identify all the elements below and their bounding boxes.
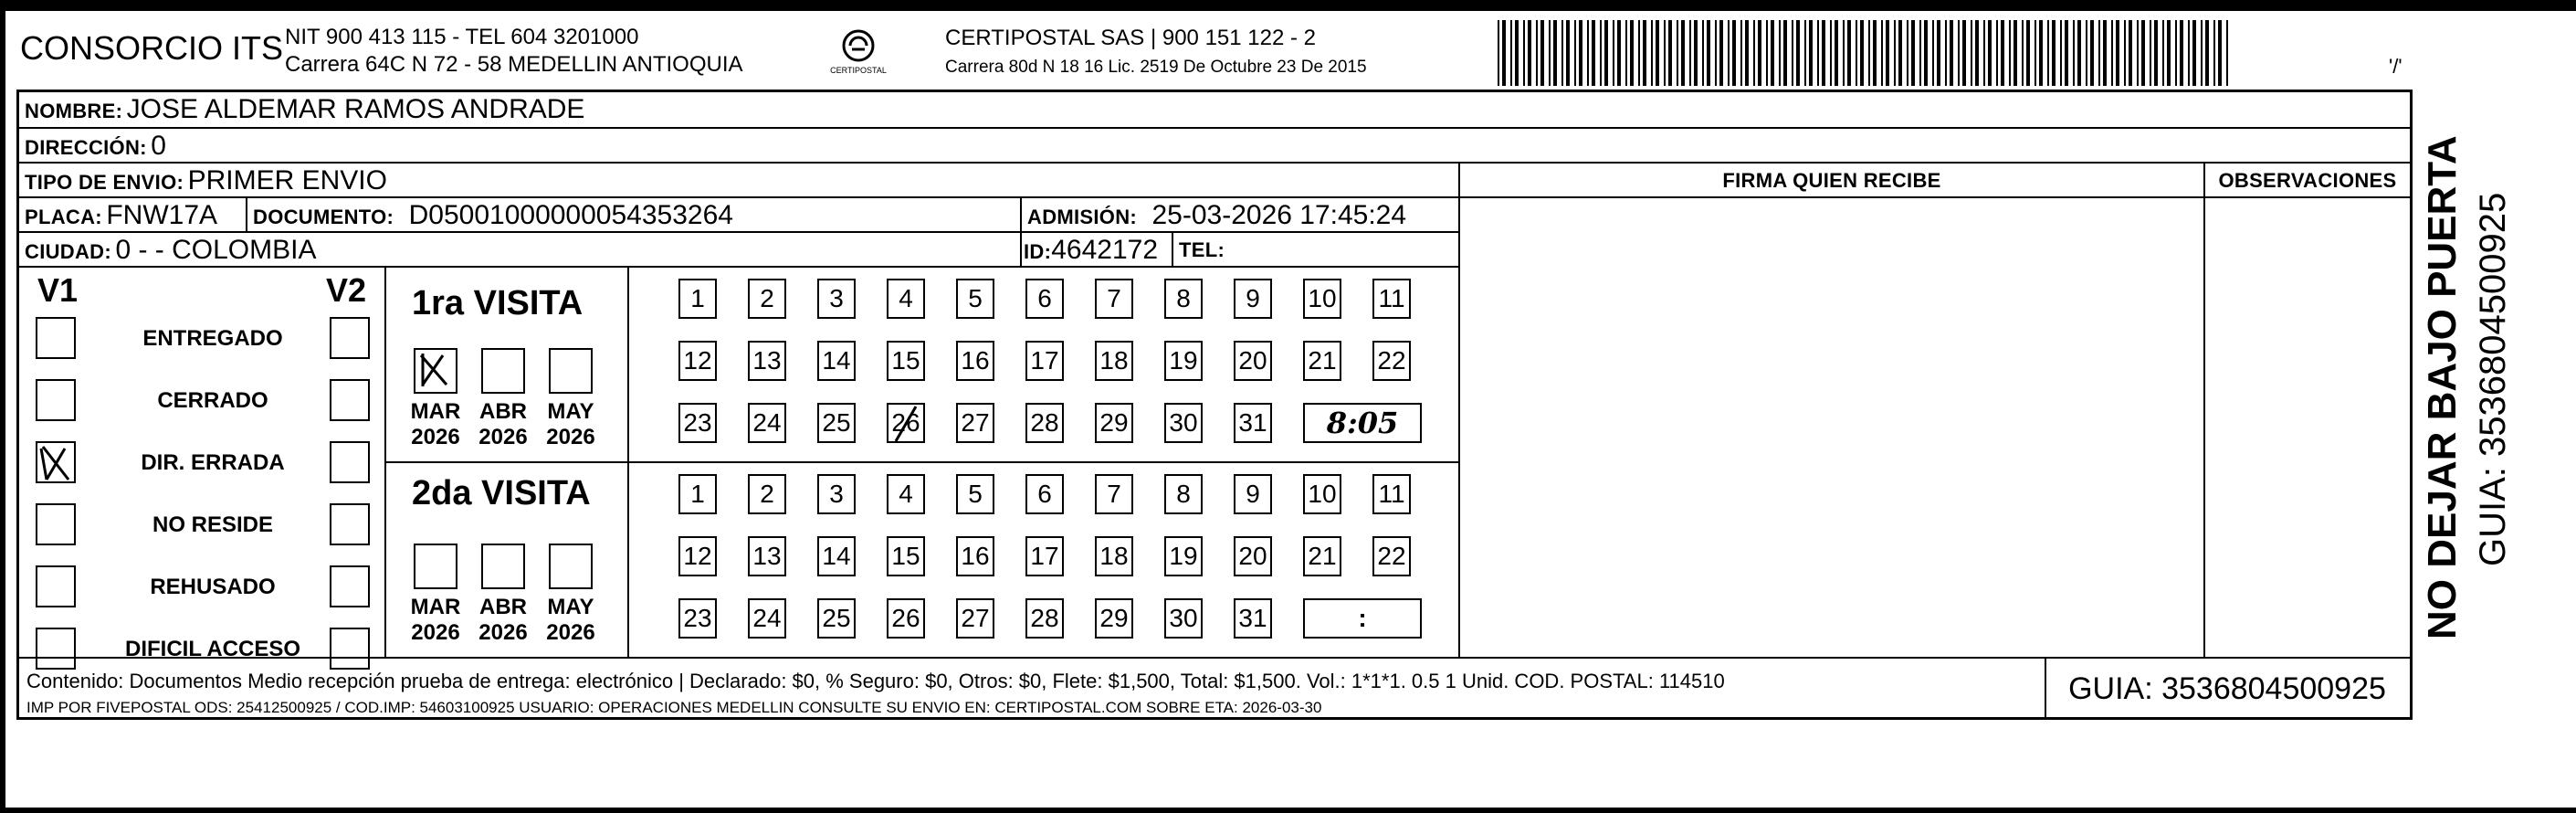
barcode-bar [1932, 20, 1934, 86]
address-row [25, 131, 166, 162]
document-label: DOCUMENTO: [253, 206, 394, 228]
barcode-bar [1996, 20, 1998, 86]
plate-cell [25, 200, 217, 231]
divider [1458, 162, 1460, 657]
month-label [408, 399, 463, 450]
first-visit-day-15[interactable]: 15 [887, 341, 925, 381]
document-value: D05001000000054353264 [408, 200, 733, 230]
barcode-bar [2124, 20, 2126, 86]
tel-label: TEL: [1179, 238, 1225, 261]
barcode-bar [1783, 20, 1787, 86]
month-name: MAR [410, 399, 461, 424]
barcode-bar [1502, 20, 1506, 86]
barcode-bar [1638, 20, 1640, 86]
contents-line: Contenido: Documentos Medio recepción prueba de entrega: electrónico | Declarado: $0, % Seguro: $0, Otros: $0, Flete: $1,500, Total: $1,500. Vol.: 1*1*1. 0.5 1 Unid. COD. POSTAL: 114510 [26, 670, 1725, 692]
barcode-bar [1523, 20, 1525, 86]
barcode-bar [2035, 20, 2036, 86]
first-visit-day-5[interactable]: 5 [956, 279, 994, 319]
status-label: CERRADO [157, 388, 268, 413]
barcode-bar [1745, 20, 1749, 86]
name-label: NOMBRE: [25, 100, 123, 122]
barcode-bar [1566, 20, 1570, 86]
company-nit: NIT 900 413 115 - TEL 604 3201000 [285, 25, 639, 49]
v1-checkbox-cerrado[interactable] [36, 379, 76, 421]
divider [2203, 162, 2205, 657]
delivery-form [16, 90, 2413, 720]
first-visit-day-19[interactable]: 19 [1164, 341, 1203, 381]
barcode-bar [2001, 20, 2004, 86]
barcode-bar [1822, 20, 1825, 86]
month-name: ABR [479, 595, 527, 619]
first-visit-day-22[interactable]: 22 [1372, 341, 1411, 381]
first-visit-day-9[interactable]: 9 [1234, 279, 1272, 319]
barcode-bar [1536, 20, 1538, 86]
barcode-bar [1962, 20, 1966, 86]
barcode-bar [1728, 20, 1730, 86]
barcode-bar [1681, 20, 1685, 86]
barcode-bar [2065, 20, 2068, 86]
barcode-bar [1664, 20, 1666, 86]
second-visit-day-2[interactable]: 2 [748, 474, 786, 514]
second-visit-day-20[interactable]: 20 [1234, 536, 1272, 576]
barcode-bar [1630, 20, 1634, 86]
divider [1458, 196, 2410, 198]
barcode-bar [1740, 20, 1742, 86]
first-visit-month-may[interactable] [549, 348, 593, 394]
barcode-bar [2180, 20, 2183, 86]
barcode-bar [1625, 20, 1627, 86]
barcode-bar [1758, 20, 1761, 86]
divider [19, 266, 1458, 268]
status-label: DIFICIL ACCESO [124, 637, 300, 661]
barcode-bar [2103, 20, 2107, 86]
month-year: 2026 [546, 425, 595, 449]
first-visit-day-31[interactable]: 31 [1234, 403, 1272, 443]
barcode-bar [1651, 20, 1653, 86]
check-mark-icon [415, 350, 452, 390]
barcode-bar [2141, 20, 2145, 86]
barcode-bar [2226, 20, 2228, 86]
barcode-bar [1868, 20, 1870, 86]
city-cell [25, 235, 316, 266]
month-year: 2026 [411, 425, 460, 449]
second-visit-day-29[interactable]: 29 [1095, 598, 1133, 639]
v2-checkbox-entregado[interactable] [330, 317, 370, 359]
barcode-bar [2150, 20, 2151, 86]
month-label [476, 399, 531, 450]
barcode-bar [2047, 20, 2049, 86]
v1-checkbox-no-reside[interactable] [36, 503, 76, 545]
barcode-bar [2175, 20, 2177, 86]
barcode-bar [1515, 20, 1519, 86]
first-visit-day-23[interactable]: 23 [678, 403, 717, 443]
first-visit-day-12[interactable]: 12 [678, 341, 717, 381]
second-visit-month-abr[interactable] [481, 544, 525, 589]
barcode-bar [1945, 20, 1947, 86]
second-visit-day-28[interactable]: 28 [1025, 598, 1064, 639]
v1-label: V1 [37, 271, 79, 309]
barcode-bar [1988, 20, 1992, 86]
second-visit-month-may[interactable] [549, 544, 593, 589]
barcode-bar [1753, 20, 1755, 86]
barcode-bar [2052, 20, 2056, 86]
barcode-bar [2086, 20, 2087, 86]
barcode-bar [2137, 20, 2139, 86]
barcode-bar [2188, 20, 2190, 86]
barcode-bar [2039, 20, 2043, 86]
first-visit-day-29[interactable]: 29 [1095, 403, 1133, 443]
barcode-bar [1809, 20, 1813, 86]
v1-checkbox-rehusado[interactable] [36, 565, 76, 607]
barcode-bar [1886, 20, 1889, 86]
admission-cell [1027, 200, 1406, 231]
second-visit-day-14[interactable]: 14 [817, 536, 856, 576]
month-label [543, 595, 598, 646]
second-visit-day-27[interactable]: 27 [956, 598, 994, 639]
second-visit-day-5[interactable]: 5 [956, 474, 994, 514]
status-label: DIR. ERRADA [141, 450, 285, 475]
second-visit-day-11[interactable]: 11 [1372, 474, 1411, 514]
barcode-bar [1881, 20, 1883, 86]
v2-label: V2 [326, 271, 367, 309]
barcode-bar [2009, 20, 2011, 86]
second-visit-day-8[interactable]: 8 [1164, 474, 1203, 514]
barcode-bar [1694, 20, 1698, 86]
divider [19, 657, 2410, 659]
barcode-bar [1549, 20, 1551, 86]
company-info [285, 24, 743, 79]
month-label [543, 399, 598, 450]
divider [627, 266, 629, 657]
barcode-bar [1707, 20, 1710, 86]
barcode-bar [1804, 20, 1806, 86]
second-visit-day-17[interactable]: 17 [1025, 536, 1064, 576]
left-border [0, 0, 5, 813]
barcode-bar [2013, 20, 2017, 86]
divider [1172, 231, 1173, 266]
barcode-bar [1847, 20, 1851, 86]
barcode-bar [2116, 20, 2119, 86]
name-value: JOSE ALDEMAR RAMOS ANDRADE [126, 94, 585, 124]
barcode-bar [1830, 20, 1832, 86]
second-visit-day-31[interactable]: 31 [1234, 598, 1272, 639]
certipostal-logo [826, 27, 890, 79]
divider [384, 461, 1458, 463]
v2-checkbox-dificil-acceso[interactable] [330, 628, 370, 670]
month-year: 2026 [478, 425, 528, 449]
barcode-bar [1919, 20, 1921, 86]
barcode-bar [1860, 20, 1864, 86]
city-value: 0 - - COLOMBIA [115, 235, 317, 265]
second-visit-day-21[interactable]: 21 [1303, 536, 1341, 576]
barcode-bar [1587, 20, 1589, 86]
second-visit-day-24[interactable]: 24 [748, 598, 786, 639]
second-visit-day-13[interactable]: 13 [748, 536, 786, 576]
barcode-bar [1528, 20, 1531, 86]
divider [19, 162, 2410, 164]
first-visit-day-1[interactable]: 1 [678, 279, 717, 319]
barcode-bar [1719, 20, 1723, 86]
logo-text: CERTIPOSTAL [830, 66, 887, 75]
first-visit-day-13[interactable]: 13 [748, 341, 786, 381]
city-label: CIUDAD: [25, 240, 111, 263]
plate-value: FNW17A [106, 200, 218, 230]
barcode-bar [1656, 20, 1659, 86]
barcode-bar [1971, 20, 1972, 86]
barcode-bar [1950, 20, 1953, 86]
barcode-bar [2073, 20, 2075, 86]
certipostal-name: CERTIPOSTAL SAS | 900 151 122 - 2 [945, 26, 1316, 50]
document-cell [253, 200, 733, 231]
barcode-bar [2090, 20, 2094, 86]
barcode-bar [2162, 20, 2164, 86]
barcode [1498, 20, 2228, 86]
barcode-bar [1540, 20, 1544, 86]
barcode-bar [1796, 20, 1800, 86]
first-visit-day-4[interactable]: 4 [887, 279, 925, 319]
month-year: 2026 [411, 620, 460, 645]
barcode-bar [1604, 20, 1608, 86]
strike-mark-icon [888, 405, 927, 445]
barcode-bar [1907, 20, 1908, 86]
first-visit-day-26[interactable] [887, 403, 925, 443]
status-label: NO RESIDE [152, 512, 274, 537]
barcode-bar [2201, 20, 2203, 86]
name-row [25, 94, 584, 125]
address-label: DIRECCIÓN: [25, 136, 147, 159]
barcode-bar [2060, 20, 2062, 86]
first-visit-day-24[interactable]: 24 [748, 403, 786, 443]
barcode-bar [2022, 20, 2024, 86]
first-visit-month-mar[interactable] [414, 348, 457, 394]
day-number: 26 [891, 408, 920, 437]
top-border [0, 0, 2576, 11]
first-visit-time[interactable]: 8:05 [1303, 403, 1422, 443]
barcode-bar [2192, 20, 2196, 86]
v2-checkbox-rehusado[interactable] [330, 565, 370, 607]
printer-line: IMP POR FIVEPOSTAL ODS: 25412500925 / COD.IMP: 54603100925 USUARIO: OPERACIONES MEDELLIN CONSULTE SU ENVIO EN: CERTIPOSTAL.COM SOBRE ETA: 2026-03-30 [26, 699, 1322, 716]
company-name: CONSORCIO ITS [20, 29, 284, 67]
logo-icon [826, 27, 890, 68]
tel-cell [1179, 238, 1225, 262]
first-visit-day-8[interactable]: 8 [1164, 279, 1203, 319]
barcode-bar [2167, 20, 2171, 86]
v1-checkbox-dir-errada[interactable] [36, 441, 76, 483]
barcode-bar [1561, 20, 1563, 86]
second-visit-day-25[interactable]: 25 [817, 598, 856, 639]
barcode-bar [1643, 20, 1646, 86]
second-visit-day-16[interactable]: 16 [956, 536, 994, 576]
plate-label: PLACA: [25, 206, 102, 228]
first-visit-day-17[interactable]: 17 [1025, 341, 1064, 381]
month-name: MAY [547, 595, 594, 619]
month-label [476, 595, 531, 646]
barcode-bar [2098, 20, 2100, 86]
barcode-bar [2205, 20, 2209, 86]
second-visit-day-6[interactable]: 6 [1025, 474, 1064, 514]
first-visit-day-25[interactable]: 25 [817, 403, 856, 443]
barcode-bar [1958, 20, 1960, 86]
barcode-bar [1835, 20, 1838, 86]
id-label: ID: [1024, 240, 1052, 263]
certipostal-address: Carrera 80d N 18 16 Lic. 2519 De Octubre 23 De 2015 [945, 58, 1367, 77]
first-visit-day-18[interactable]: 18 [1095, 341, 1133, 381]
first-visit-day-2[interactable]: 2 [748, 279, 786, 319]
barcode-bar [1677, 20, 1678, 86]
admission-value: 25-03-2026 17:45:24 [1151, 200, 1407, 230]
first-visit-day-6[interactable]: 6 [1025, 279, 1064, 319]
barcode-bar [1856, 20, 1857, 86]
second-visit-day-12[interactable]: 12 [678, 536, 717, 576]
second-visit-day-23[interactable]: 23 [678, 598, 717, 639]
barcode-bar [1792, 20, 1793, 86]
type-label: TIPO DE ENVIO: [25, 171, 184, 194]
first-visit-day-10[interactable]: 10 [1303, 279, 1341, 319]
v2-checkbox-cerrado[interactable] [330, 379, 370, 421]
divider [19, 231, 1458, 233]
month-name: ABR [479, 399, 527, 424]
guia-number: GUIA: 3536804500925 [2068, 671, 2386, 706]
barcode-bar [1983, 20, 1985, 86]
first-visit-day-28[interactable]: 28 [1025, 403, 1064, 443]
barcode-bar [1498, 20, 1499, 86]
first-visit-day-14[interactable]: 14 [817, 341, 856, 381]
first-visit-day-30[interactable]: 30 [1164, 403, 1203, 443]
first-visit-day-16[interactable]: 16 [956, 341, 994, 381]
first-visit-title: 1ra VISITA [412, 284, 584, 322]
barcode-bar [2111, 20, 2113, 86]
month-label [408, 595, 463, 646]
second-visit-day-4[interactable]: 4 [887, 474, 925, 514]
barcode-bar [1732, 20, 1736, 86]
first-visit-day-7[interactable]: 7 [1095, 279, 1133, 319]
second-visit-day-9[interactable]: 9 [1234, 474, 1272, 514]
month-year: 2026 [478, 620, 528, 645]
barcode-bar [1600, 20, 1602, 86]
first-visit-day-11[interactable]: 11 [1372, 279, 1411, 319]
id-value: 4642172 [1051, 235, 1159, 265]
month-year: 2026 [546, 620, 595, 645]
no-under-door-warning: NO DEJAR BAJO PUERTA [2420, 135, 2465, 639]
v1-checkbox-dificil-acceso[interactable] [36, 628, 76, 670]
divider [246, 196, 247, 231]
barcode-bar [1843, 20, 1845, 86]
v2-checkbox-no-reside[interactable] [330, 503, 370, 545]
barcode-bar [1510, 20, 1512, 86]
observations-header: OBSERVACIONES [2218, 169, 2397, 192]
divider [19, 196, 1458, 198]
first-visit-day-21[interactable]: 21 [1303, 341, 1341, 381]
divider [1020, 196, 1022, 266]
barcode-bar [1766, 20, 1768, 86]
barcode-bar [2026, 20, 2030, 86]
barcode-bar [1689, 20, 1691, 86]
barcode-bar [1873, 20, 1877, 86]
barcode-bar [1779, 20, 1781, 86]
side-guia-number: GUIA: 3536804500925 [2473, 192, 2513, 566]
v2-checkbox-dir-errada[interactable] [330, 441, 370, 483]
certipostal-info [945, 24, 1367, 82]
barcode-bar [1894, 20, 1896, 86]
barcode-bar [1574, 20, 1576, 86]
barcode-bar [1668, 20, 1672, 86]
barcode-bar [1715, 20, 1717, 86]
second-visit-day-7[interactable]: 7 [1095, 474, 1133, 514]
second-visit-time[interactable]: : [1303, 598, 1422, 639]
corner-mark: '/' [2389, 55, 2403, 78]
second-visit-day-22[interactable]: 22 [1372, 536, 1411, 576]
check-mark-icon [37, 443, 74, 483]
signature-header: FIRMA QUIEN RECIBE [1722, 169, 1941, 192]
barcode-bar [2213, 20, 2215, 86]
barcode-bar [1817, 20, 1819, 86]
barcode-bar [1924, 20, 1928, 86]
type-value: PRIMER ENVIO [187, 165, 387, 195]
bottom-border [0, 808, 2576, 813]
second-visit-day-15[interactable]: 15 [887, 536, 925, 576]
company-address: Carrera 64C N 72 - 58 MEDELLIN ANTIOQUIA [285, 52, 743, 77]
month-name: MAY [547, 399, 594, 424]
barcode-bar [1592, 20, 1595, 86]
second-visit-title: 2da VISITA [412, 474, 591, 512]
barcode-bar [1702, 20, 1704, 86]
first-visit-day-20[interactable]: 20 [1234, 341, 1272, 381]
v1-checkbox-entregado[interactable] [36, 317, 76, 359]
second-visit-day-18[interactable]: 18 [1095, 536, 1133, 576]
admission-label: ADMISIÓN: [1027, 206, 1138, 228]
second-visit-day-26[interactable]: 26 [887, 598, 925, 639]
barcode-bar [2154, 20, 2158, 86]
first-visit-month-abr[interactable] [481, 348, 525, 394]
status-label: REHUSADO [150, 575, 276, 599]
second-visit-day-10[interactable]: 10 [1303, 474, 1341, 514]
address-value: 0 [151, 131, 166, 161]
second-visit-day-1[interactable]: 1 [678, 474, 717, 514]
second-visit-day-30[interactable]: 30 [1164, 598, 1203, 639]
month-name: MAR [410, 595, 461, 619]
barcode-bar [1771, 20, 1774, 86]
barcode-bar [1937, 20, 1940, 86]
second-visit-month-mar[interactable] [414, 544, 457, 589]
status-label: ENTREGADO [142, 326, 283, 351]
first-visit-day-3[interactable]: 3 [817, 279, 856, 319]
barcode-bar [1911, 20, 1915, 86]
type-row [25, 165, 387, 196]
barcode-bar [1975, 20, 1979, 86]
barcode-bar [1898, 20, 1902, 86]
barcode-bar [1553, 20, 1557, 86]
divider [19, 127, 2410, 129]
id-cell [1024, 235, 1158, 266]
barcode-bar [1617, 20, 1621, 86]
second-visit-day-19[interactable]: 19 [1164, 536, 1203, 576]
barcode-bar [1613, 20, 1614, 86]
barcode-bar [2077, 20, 2081, 86]
first-visit-day-27[interactable]: 27 [956, 403, 994, 443]
barcode-bar [2129, 20, 2132, 86]
barcode-bar [2218, 20, 2222, 86]
barcode-bar [1579, 20, 1582, 86]
second-visit-day-3[interactable]: 3 [817, 474, 856, 514]
